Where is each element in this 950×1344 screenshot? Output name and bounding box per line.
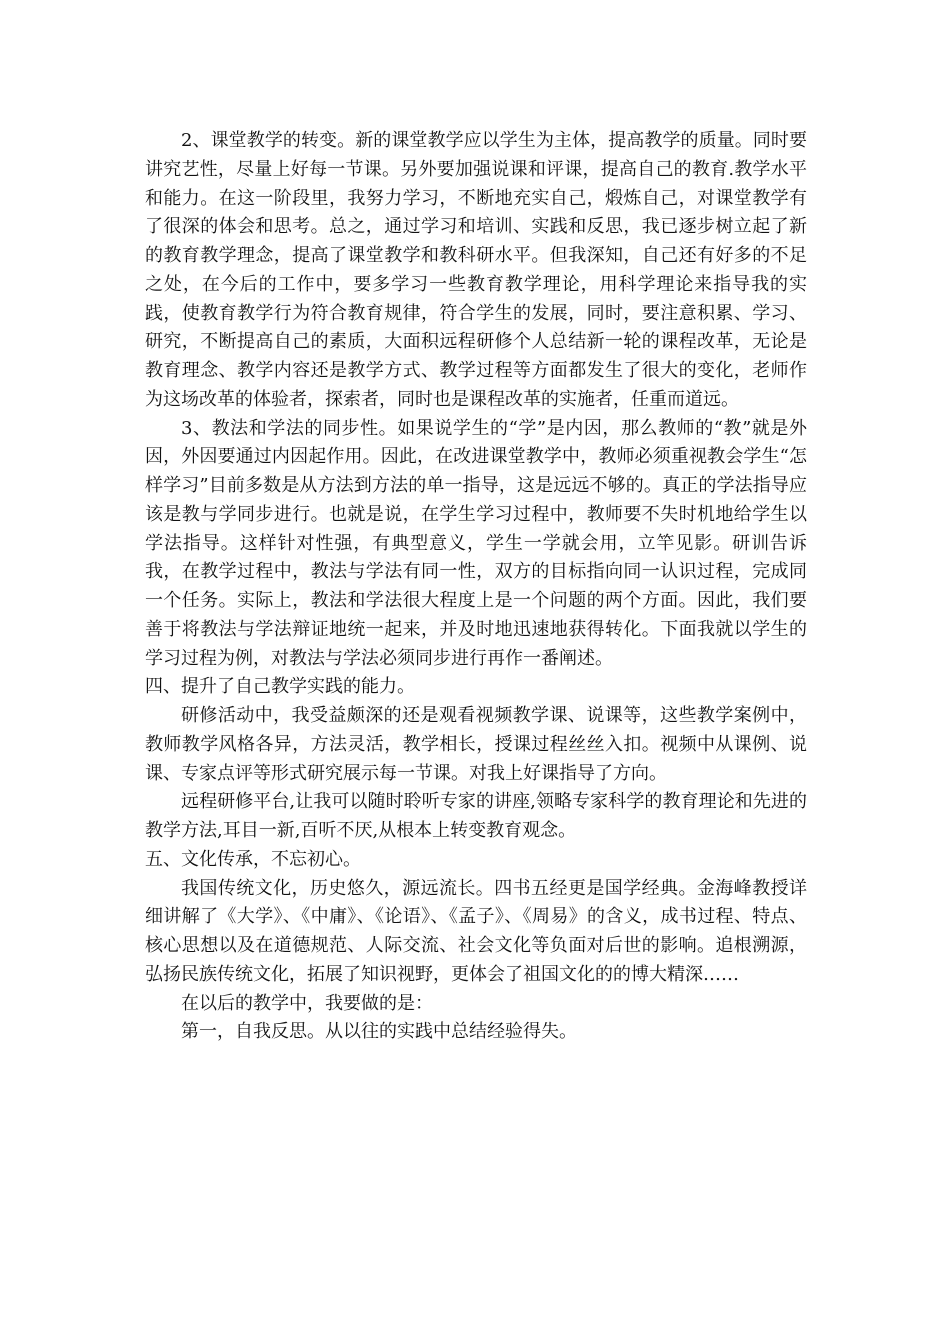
paragraph-teaching-learning-methods: 3、教法和学法的同步性。如果说学生的“学”是内因，那么教师的“教”就是外因，外因要通过内因起作用。因此，在改进课堂教学中，教师必须重视教会学生“怎样学习”目前多数是从方法到方法的单一指导，这是远远不够的。真正的学法指导应该是教与学同步进行。也就是说，在学生学习过程中，教师要不失时机地给学生以学法指导。这样针对性强，有典型意义，学生一学就会用，立竿见影。研训告诉我，在教学过程中，教法与学法有同一性，双方的目标指向同一认识过程，完成同一个任务。实际上，教法和学法很大程度上是一个问题的两个方面。因此，我们要善于将教法与学法辩证地统一起来，并及时地迅速地获得转化。下面我就以学生的学习过程为例，对教法与学法必须同步进行再作一番阐述。 — [145, 417, 807, 669]
document-body — [145, 127, 807, 1047]
section-heading-culture: 五、文化传承，不忘初心。 — [145, 848, 361, 870]
paragraph-first-point: 第一，自我反思。从以往的实践中总结经验得失。 — [181, 1021, 577, 1043]
paragraph-traditional-culture: 我国传统文化，历史悠久，源远流长。四书五经更是国学经典。金海峰教授详细讲解了《大学》、《中庸》、《论语》、《孟子》、《周易》的含义，成书过程、特点、核心思想以及在道德规范、人际交流、社会文化等负面对后世的影响。追根溯源，弘扬民族传统文化，拓展了知识视野，更体会了祖国文化的的博大精深…… — [145, 877, 807, 985]
paragraph-video-lessons: 研修活动中，我受益颇深的还是观看视频教学课、说课等，这些教学案例中，教师教学风格各异，方法灵活，教学相长，授课过程丝丝入扣。视频中从课例、说课、专家点评等形式研究展示每一节课。对我上好课指导了方向。 — [145, 705, 807, 784]
paragraph-future-plan-intro: 在以后的教学中，我要做的是： — [181, 992, 433, 1014]
paragraph-remote-platform: 远程研修平台,让我可以随时聆听专家的讲座,领略专家科学的教育理论和先进的教学方法,耳目一新,百听不厌,从根本上转变教育观念。 — [145, 791, 807, 841]
paragraph-classroom-teaching: 2、课堂教学的转变。新的课堂教学应以学生为主体，提高教学的质量。同时要讲究艺性，尽量上好每一节课。另外要加强说课和评课，提高自己的教育.教学水平和能力。在这一阶段里，我努力学习，不断地充实自己，煅炼自己，对课堂教学有了很深的体会和思考。总之，通过学习和培训、实践和反思，我已逐步树立起了新的教育教学理念，提高了课堂教学和教科研水平。但我深知，自己还有好多的不足之处，在今后的工作中，要多学习一些教育教学理论，用科学理论来指导我的实践，使教育教学行为符合教育规律，符合学生的发展，同时，要注意积累、学习、研究，不断提高自己的素质，大面积远程研修个人总结新一轮的课程改革，无论是教育理念、教学内容还是教学方式、教学过程等方面都发生了很大的变化，老师作为这场改革的体验者，探索者，同时也是课程改革的实施者，任重而道远。 — [145, 130, 807, 410]
section-heading-practice-ability: 四、提升了自己教学实践的能力。 — [145, 676, 415, 698]
